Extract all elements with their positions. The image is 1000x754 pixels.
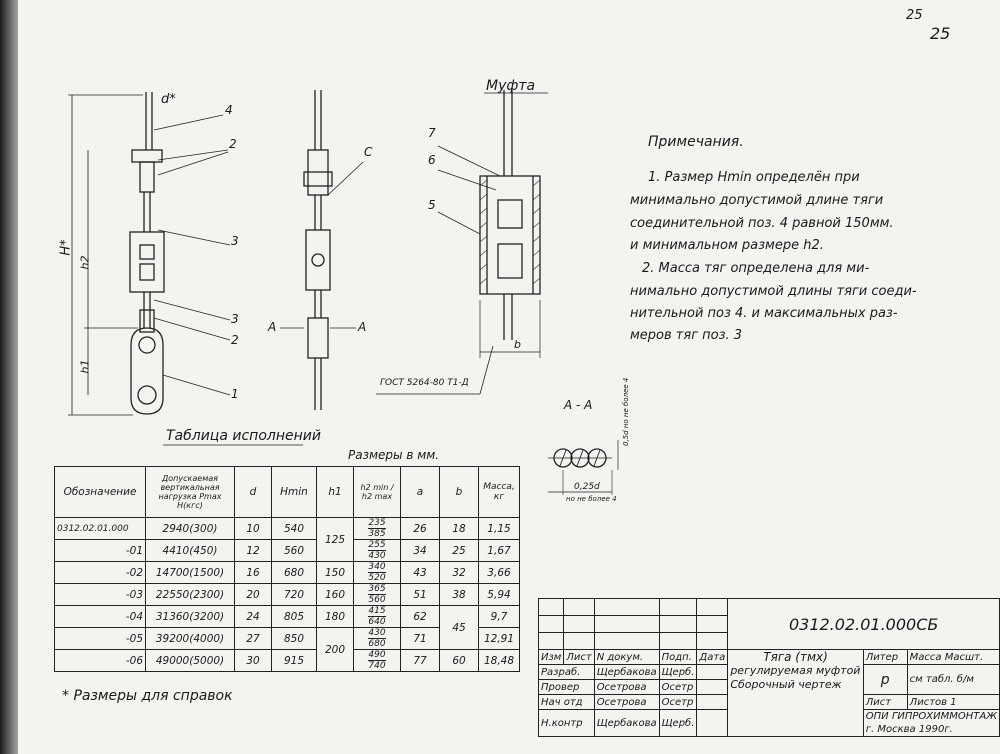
cell-h2max: 520 [368, 573, 386, 583]
header-d: d [235, 467, 272, 518]
cell-hmin: 560 [272, 540, 317, 562]
sign: Щерб. [659, 710, 697, 737]
cell-d: 20 [235, 584, 272, 606]
cell-load: 39200(4000) [146, 628, 235, 650]
cell-hmin: 680 [272, 562, 317, 584]
note-line: минимально допустимой длине тяги [630, 193, 884, 208]
table-units: Размеры в мм. [348, 448, 440, 462]
table-header-row [55, 467, 520, 518]
notes-title: Примечания. [648, 134, 744, 150]
cell-hmin: 915 [272, 650, 317, 672]
cell-h2min: 490 [368, 650, 386, 660]
note-line: 1. Размер Hmin определён при [648, 170, 860, 185]
role: Разраб. [539, 665, 595, 680]
role: Нач отд [539, 695, 595, 710]
scale-label: Масшт. [944, 651, 984, 663]
cell-h2max: 740 [368, 661, 386, 671]
mass-label: Масса [909, 651, 942, 663]
col-header: Лист [564, 650, 594, 665]
header-designation: Обозначение [55, 467, 146, 518]
cell-h2max: 385 [368, 529, 386, 539]
header-a: a [401, 467, 440, 518]
cell-mass: 1,15 [479, 518, 520, 540]
table-footnote: * Размеры для справок [62, 688, 233, 704]
pos-label: 1 [231, 387, 239, 401]
cell-h2max: 680 [368, 639, 386, 649]
cell-b: 60 [440, 650, 479, 672]
note-line: и минимальном размере h2. [630, 238, 824, 253]
cell-h2max: 640 [368, 617, 386, 627]
cell-load: 2940(300) [146, 518, 235, 540]
header-h2: h2 min / h2 max [354, 467, 401, 518]
cell-load: 31360(3200) [146, 606, 235, 628]
col-header: Изм [539, 650, 564, 665]
cell-mass: 9,7 [479, 606, 520, 628]
cell-a: 62 [401, 606, 440, 628]
pos-label: 7 [428, 126, 436, 140]
col-header: Подп. [659, 650, 697, 665]
label-A-left: А [268, 320, 277, 334]
header-load: Допускаемая вертикальная нагрузка Pmax H(кгс) [146, 467, 235, 518]
doc-code: 0312.02.01.000СБ [728, 599, 1000, 650]
sign: Щерб. [659, 665, 697, 680]
label-A-right: А [358, 320, 367, 334]
cell-a: 71 [401, 628, 440, 650]
table-row [55, 518, 520, 540]
cell-h2 [354, 628, 401, 650]
cell-d: 12 [235, 540, 272, 562]
cell-d: 24 [235, 606, 272, 628]
page-number-alt: 25 [930, 24, 951, 43]
cell-code: -02 [55, 562, 146, 584]
section-dim-bottom: 0,25d [574, 482, 600, 492]
cell-d: 16 [235, 562, 272, 584]
label-d: d* [161, 92, 176, 107]
cell-mass: 5,94 [479, 584, 520, 606]
scale-value: б/м [956, 674, 974, 685]
note-line: нимально допустимой длины тяги соеди- [630, 284, 917, 299]
label-h1: h1 [78, 359, 92, 374]
cell-mass: 1,67 [479, 540, 520, 562]
cell-hmin: 850 [272, 628, 317, 650]
header-h1: h1 [317, 467, 354, 518]
table-row [55, 606, 520, 628]
cell-h1: 125 [317, 518, 354, 562]
org-cell [863, 710, 999, 737]
year: 1990г. [918, 724, 953, 735]
cell-a: 26 [401, 518, 440, 540]
table-row [55, 584, 520, 606]
cell-mass: 18,48 [479, 650, 520, 672]
table-row [55, 650, 520, 672]
name: Осетрова [594, 680, 659, 695]
cell-b: 18 [440, 518, 479, 540]
title-line2: регулируемая муфтой [730, 664, 861, 677]
cell-h1: 150 [317, 562, 354, 584]
cell-mass: 12,91 [479, 628, 520, 650]
col-header: Дата [697, 650, 728, 665]
cell-h2 [354, 650, 401, 672]
role: Н.контр [539, 710, 595, 737]
section-dim-top: 0,5d но не более 4 [622, 377, 630, 446]
coupling-title: Муфта [486, 78, 536, 94]
section-dim-bottom-note: но не более 4 [566, 495, 617, 503]
title-line3: Сборочный чертеж [730, 678, 842, 691]
cell-a: 77 [401, 650, 440, 672]
pos-label: 5 [428, 198, 436, 212]
cell-h2min: 255 [368, 540, 386, 550]
gost-label: ГОСТ 5264-80 Т1-Д [380, 378, 469, 388]
cell-d: 10 [235, 518, 272, 540]
pos-label: 3 [231, 312, 239, 326]
mass-scale-values [907, 665, 999, 695]
sign: Осетр [659, 695, 697, 710]
cell-load: 14700(1500) [146, 562, 235, 584]
org-line1: ОПИ ГИПРОХИММОНТАЖ [865, 711, 997, 722]
cell-h2min: 235 [368, 518, 386, 528]
name: Щербакова [594, 710, 659, 737]
note-line: меров тяг поз. 3 [630, 328, 743, 343]
cell-h2 [354, 562, 401, 584]
cell-b: 45 [440, 606, 479, 650]
cell-h2 [354, 540, 401, 562]
cell-load: 22550(2300) [146, 584, 235, 606]
cell-load: 49000(5000) [146, 650, 235, 672]
header-b: b [440, 467, 479, 518]
cell-h2min: 415 [368, 606, 386, 616]
cell-hmin: 720 [272, 584, 317, 606]
note-line: 2. Масса тяг определена для ми- [642, 261, 870, 276]
title-cell [728, 650, 863, 737]
table-row [55, 540, 520, 562]
col-header: N докум. [594, 650, 659, 665]
cell-hmin: 805 [272, 606, 317, 628]
cell-h2min: 430 [368, 628, 386, 638]
cell-code: -03 [55, 584, 146, 606]
label-C: С [364, 145, 373, 159]
pos-label: 6 [428, 153, 436, 167]
cell-b: 25 [440, 540, 479, 562]
note-line: соединительной поз. 4 равной 150мм. [630, 216, 894, 231]
sign: Осетр [659, 680, 697, 695]
note-line: нительной поз 4. и максимальных раз- [630, 306, 898, 321]
page-number: 25 [906, 8, 923, 23]
org-line2: г. Москва [865, 724, 916, 735]
cell-h1: 180 [317, 606, 354, 628]
cell-h2 [354, 518, 401, 540]
pos-label: 4 [225, 103, 233, 117]
header-hmin: Hmin [272, 467, 317, 518]
liter-value: р [863, 665, 907, 695]
mass-value: см табл. [909, 674, 954, 685]
name: Щербакова [594, 665, 659, 680]
label-H: H* [58, 239, 74, 256]
label-h2: h2 [78, 255, 92, 270]
cell-h2min: 340 [368, 562, 386, 572]
header-mass: Масса, кг [479, 467, 520, 518]
cell-code: -04 [55, 606, 146, 628]
name: Осетрова [594, 695, 659, 710]
cell-d: 27 [235, 628, 272, 650]
section-label: А - А [564, 398, 593, 412]
cell-h1: 200 [317, 628, 354, 672]
cell-code: -06 [55, 650, 146, 672]
title-line1: Тяга (тмх) [763, 650, 828, 664]
pos-label: 2 [231, 333, 239, 347]
mass-scale-labels [907, 650, 999, 665]
label-b: b [514, 338, 521, 351]
cell-code: 0312.02.01.000 [55, 518, 146, 540]
table-row [55, 562, 520, 584]
cell-a: 43 [401, 562, 440, 584]
cell-a: 51 [401, 584, 440, 606]
title-block [538, 598, 1000, 737]
cell-load: 4410(450) [146, 540, 235, 562]
cell-b: 32 [440, 562, 479, 584]
cell-h2 [354, 606, 401, 628]
cell-d: 30 [235, 650, 272, 672]
cell-mass: 3,66 [479, 562, 520, 584]
cell-h2min: 365 [368, 584, 386, 594]
cell-hmin: 540 [272, 518, 317, 540]
cell-b: 38 [440, 584, 479, 606]
cell-code: -01 [55, 540, 146, 562]
drawing-sheet [18, 0, 1000, 754]
cell-h2 [354, 584, 401, 606]
liter-label: Литер [863, 650, 907, 665]
sheets-label: Листов 1 [907, 695, 999, 710]
pos-label: 2 [229, 137, 237, 151]
role: Провер [539, 680, 595, 695]
cell-h2max: 560 [368, 595, 386, 605]
cell-h1: 160 [317, 584, 354, 606]
pos-label: 3 [231, 234, 239, 248]
cell-a: 34 [401, 540, 440, 562]
table-title: Таблица исполнений [166, 428, 321, 444]
sheet-label: Лист [863, 695, 907, 710]
cell-h2max: 430 [368, 551, 386, 561]
cell-code: -05 [55, 628, 146, 650]
execution-table [54, 466, 520, 672]
